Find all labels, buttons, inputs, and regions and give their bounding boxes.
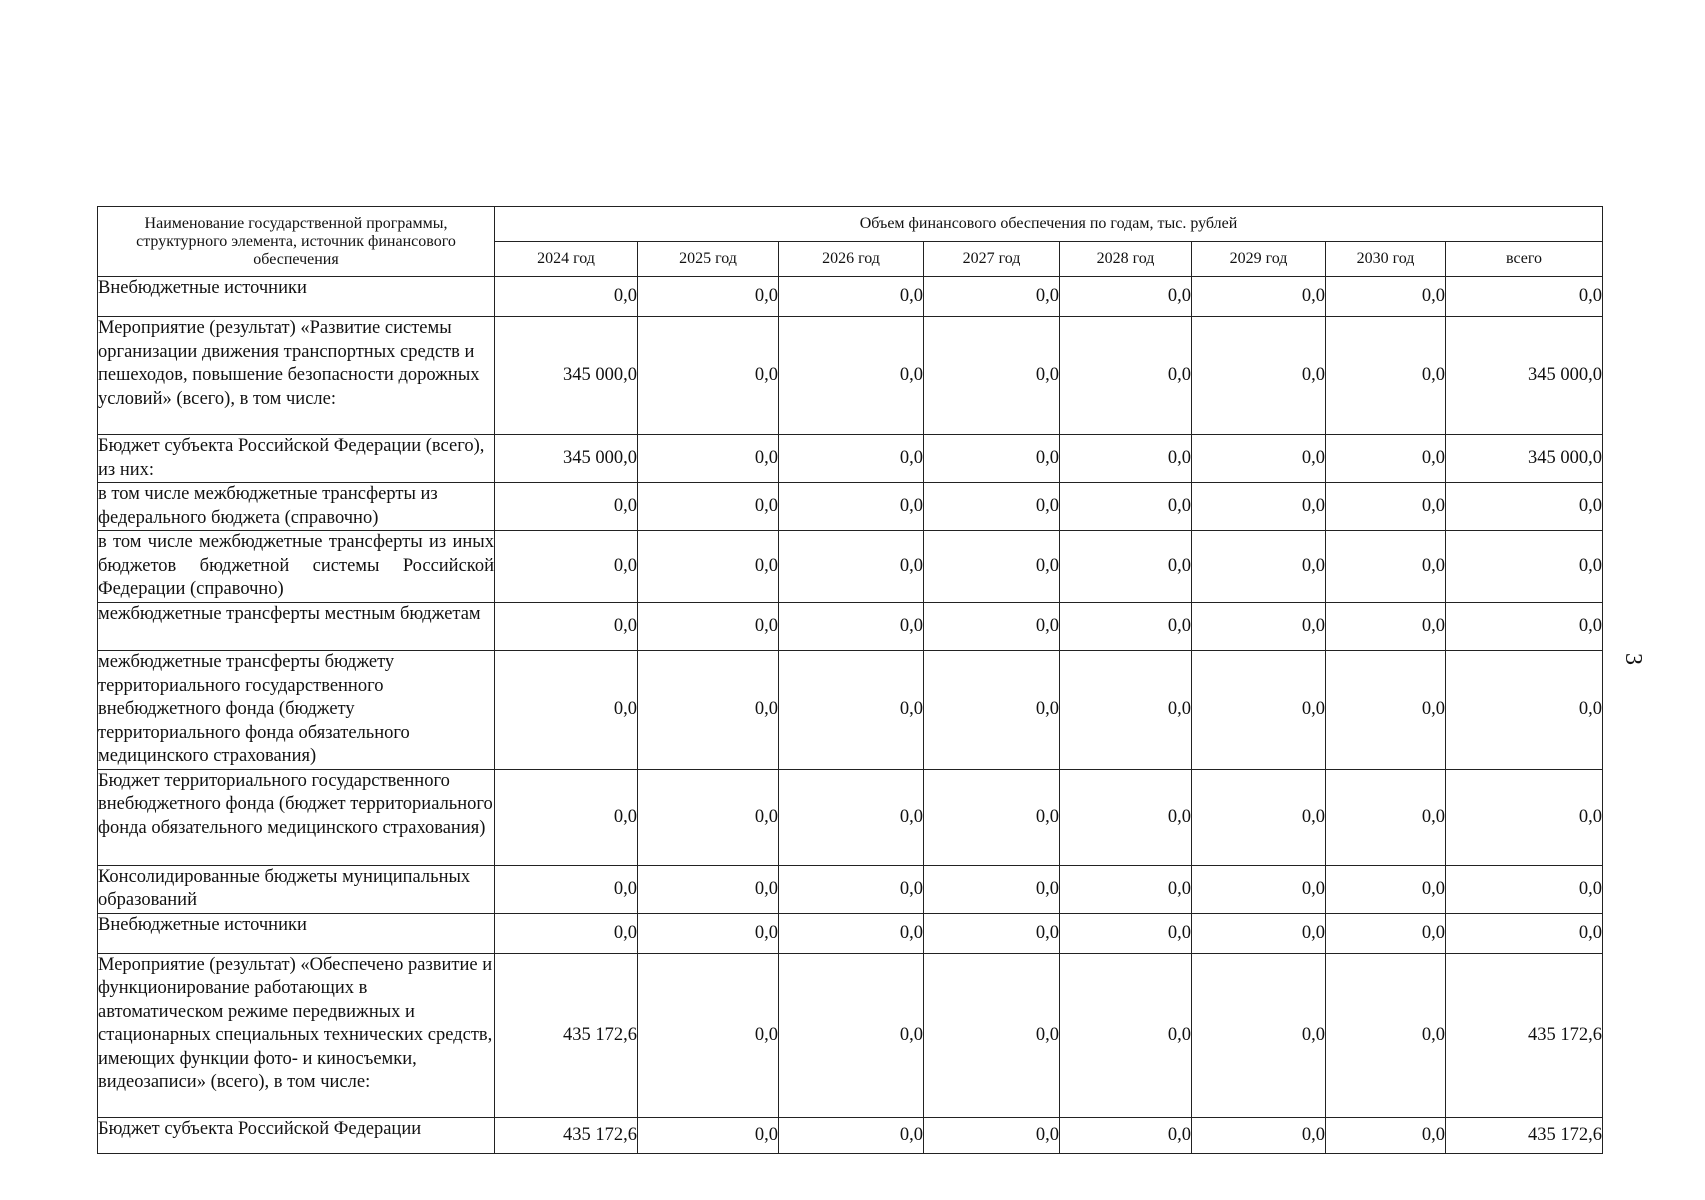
row-year-value: 0,0 <box>924 953 1060 1117</box>
row-name: Внебюджетные источники <box>98 913 495 953</box>
table-row <box>98 769 1603 865</box>
row-year-value: 0,0 <box>638 435 779 483</box>
row-year-value: 0,0 <box>1060 865 1192 913</box>
row-year-value: 0,0 <box>1326 317 1446 435</box>
row-year-value: 0,0 <box>1060 435 1192 483</box>
row-year-value: 0,0 <box>1192 865 1326 913</box>
row-name: межбюджетные трансферты бюджету территориального государственного внебюджетного фонда (бюджету территориального фонда обязательного медицинского страхования) <box>98 651 495 770</box>
row-year-value: 0,0 <box>1192 1117 1326 1153</box>
row-total-value: 435 172,6 <box>1446 1117 1603 1153</box>
row-year-value: 0,0 <box>1060 277 1192 317</box>
row-year-value: 0,0 <box>638 1117 779 1153</box>
row-name: Бюджет субъекта Российской Федерации <box>98 1117 495 1153</box>
row-year-value: 435 172,6 <box>495 953 638 1117</box>
row-year-value: 0,0 <box>1326 651 1446 770</box>
header-year: 2027 год <box>924 242 1060 277</box>
table-row <box>98 603 1603 651</box>
row-year-value: 0,0 <box>924 865 1060 913</box>
row-total-value: 435 172,6 <box>1446 953 1603 1117</box>
row-year-value: 0,0 <box>638 769 779 865</box>
row-year-value: 0,0 <box>638 483 779 531</box>
row-year-value: 0,0 <box>638 277 779 317</box>
row-total-value: 0,0 <box>1446 913 1603 953</box>
table-row <box>98 483 1603 531</box>
row-year-value: 345 000,0 <box>495 317 638 435</box>
row-name: межбюджетные трансферты местным бюджетам <box>98 603 495 651</box>
row-year-value: 0,0 <box>1326 865 1446 913</box>
row-year-value: 0,0 <box>638 317 779 435</box>
header-name-column: Наименование государственной программы, структурного элемента, источник финансового обеспечения <box>98 207 495 277</box>
table-row <box>98 913 1603 953</box>
row-year-value: 0,0 <box>924 1117 1060 1153</box>
row-year-value: 0,0 <box>924 317 1060 435</box>
row-year-value: 0,0 <box>495 651 638 770</box>
table-row <box>98 277 1603 317</box>
header-year: 2025 год <box>638 242 779 277</box>
row-year-value: 0,0 <box>1192 651 1326 770</box>
row-year-value: 0,0 <box>1192 483 1326 531</box>
row-year-value: 0,0 <box>779 483 924 531</box>
header-year: 2024 год <box>495 242 638 277</box>
row-year-value: 0,0 <box>924 651 1060 770</box>
row-year-value: 0,0 <box>1192 913 1326 953</box>
row-name: Бюджет субъекта Российской Федерации (всего), из них: <box>98 435 495 483</box>
row-total-value: 0,0 <box>1446 769 1603 865</box>
row-year-value: 0,0 <box>1326 531 1446 603</box>
row-year-value: 0,0 <box>1192 531 1326 603</box>
row-year-value: 0,0 <box>638 651 779 770</box>
financing-table <box>97 206 1603 1154</box>
row-year-value: 0,0 <box>779 865 924 913</box>
row-total-value: 0,0 <box>1446 483 1603 531</box>
row-year-value: 0,0 <box>638 531 779 603</box>
table-row <box>98 651 1603 770</box>
row-year-value: 0,0 <box>779 953 924 1117</box>
row-year-value: 0,0 <box>1060 769 1192 865</box>
row-year-value: 0,0 <box>1060 913 1192 953</box>
row-total-value: 0,0 <box>1446 277 1603 317</box>
header-funding-group: Объем финансового обеспечения по годам, тыс. рублей <box>495 207 1603 242</box>
row-name: Консолидированные бюджеты муниципальных образований <box>98 865 495 913</box>
row-year-value: 0,0 <box>1060 1117 1192 1153</box>
row-name: Бюджет территориального государственного внебюджетного фонда (бюджет территориального фонда обязательного медицинского страхования) <box>98 769 495 865</box>
row-year-value: 0,0 <box>924 913 1060 953</box>
row-year-value: 0,0 <box>779 603 924 651</box>
table-body <box>98 277 1603 1154</box>
table-row <box>98 435 1603 483</box>
row-year-value: 0,0 <box>1326 953 1446 1117</box>
header-year: 2029 год <box>1192 242 1326 277</box>
row-year-value: 0,0 <box>1192 603 1326 651</box>
row-year-value: 0,0 <box>1326 769 1446 865</box>
row-year-value: 0,0 <box>495 531 638 603</box>
row-year-value: 0,0 <box>1060 953 1192 1117</box>
header-total: всего <box>1446 242 1603 277</box>
row-year-value: 0,0 <box>1060 317 1192 435</box>
row-name: в том числе межбюджетные трансферты из федерального бюджета (справочно) <box>98 483 495 531</box>
row-year-value: 0,0 <box>924 531 1060 603</box>
row-year-value: 0,0 <box>1326 435 1446 483</box>
row-year-value: 0,0 <box>495 913 638 953</box>
row-year-value: 0,0 <box>779 317 924 435</box>
row-year-value: 0,0 <box>1192 317 1326 435</box>
row-year-value: 0,0 <box>495 277 638 317</box>
page-number: 3 <box>1620 653 1646 665</box>
row-year-value: 0,0 <box>1060 483 1192 531</box>
row-year-value: 0,0 <box>924 483 1060 531</box>
row-year-value: 0,0 <box>495 603 638 651</box>
row-year-value: 0,0 <box>1192 435 1326 483</box>
table-row <box>98 531 1603 603</box>
row-year-value: 0,0 <box>1326 277 1446 317</box>
row-name: Мероприятие (результат) «Развитие системы организации движения транспортных средств и пешеходов, повышение безопасности дорожных условий» (всего), в том числе: <box>98 317 495 435</box>
header-year: 2028 год <box>1060 242 1192 277</box>
row-name: Внебюджетные источники <box>98 277 495 317</box>
row-year-value: 0,0 <box>779 1117 924 1153</box>
row-total-value: 0,0 <box>1446 651 1603 770</box>
row-year-value: 0,0 <box>1060 603 1192 651</box>
row-total-value: 0,0 <box>1446 865 1603 913</box>
row-year-value: 0,0 <box>638 603 779 651</box>
row-year-value: 0,0 <box>495 865 638 913</box>
row-year-value: 0,0 <box>1192 277 1326 317</box>
row-year-value: 0,0 <box>779 531 924 603</box>
row-year-value: 0,0 <box>1326 913 1446 953</box>
row-year-value: 0,0 <box>1326 1117 1446 1153</box>
row-year-value: 0,0 <box>779 435 924 483</box>
row-year-value: 0,0 <box>1326 483 1446 531</box>
row-year-value: 0,0 <box>924 603 1060 651</box>
row-year-value: 0,0 <box>779 769 924 865</box>
row-total-value: 0,0 <box>1446 531 1603 603</box>
row-total-value: 345 000,0 <box>1446 317 1603 435</box>
table-row <box>98 953 1603 1117</box>
row-year-value: 0,0 <box>638 953 779 1117</box>
header-year: 2026 год <box>779 242 924 277</box>
header-row-1 <box>98 207 1603 242</box>
table-row <box>98 317 1603 435</box>
row-year-value: 435 172,6 <box>495 1117 638 1153</box>
row-name: в том числе межбюджетные трансферты из иных бюджетов бюджетной системы Российской Федерации (справочно) <box>98 531 495 603</box>
row-year-value: 0,0 <box>779 651 924 770</box>
row-total-value: 0,0 <box>1446 603 1603 651</box>
row-year-value: 0,0 <box>1060 651 1192 770</box>
row-year-value: 0,0 <box>1060 531 1192 603</box>
row-year-value: 0,0 <box>779 277 924 317</box>
row-year-value: 0,0 <box>638 913 779 953</box>
row-year-value: 345 000,0 <box>495 435 638 483</box>
row-year-value: 0,0 <box>1326 603 1446 651</box>
row-year-value: 0,0 <box>1192 953 1326 1117</box>
row-year-value: 0,0 <box>779 913 924 953</box>
table-row <box>98 1117 1603 1153</box>
header-year: 2030 год <box>1326 242 1446 277</box>
row-year-value: 0,0 <box>924 769 1060 865</box>
row-year-value: 0,0 <box>495 769 638 865</box>
row-total-value: 345 000,0 <box>1446 435 1603 483</box>
row-year-value: 0,0 <box>638 865 779 913</box>
row-name: Мероприятие (результат) «Обеспечено развитие и функционирование работающих в автоматическом режиме передвижных и стационарных специальных технических средств, имеющих функции фото- и киносъемки, видеозаписи» (всего), в том числе: <box>98 953 495 1117</box>
row-year-value: 0,0 <box>924 435 1060 483</box>
row-year-value: 0,0 <box>495 483 638 531</box>
row-year-value: 0,0 <box>1192 769 1326 865</box>
table-row <box>98 865 1603 913</box>
row-year-value: 0,0 <box>924 277 1060 317</box>
